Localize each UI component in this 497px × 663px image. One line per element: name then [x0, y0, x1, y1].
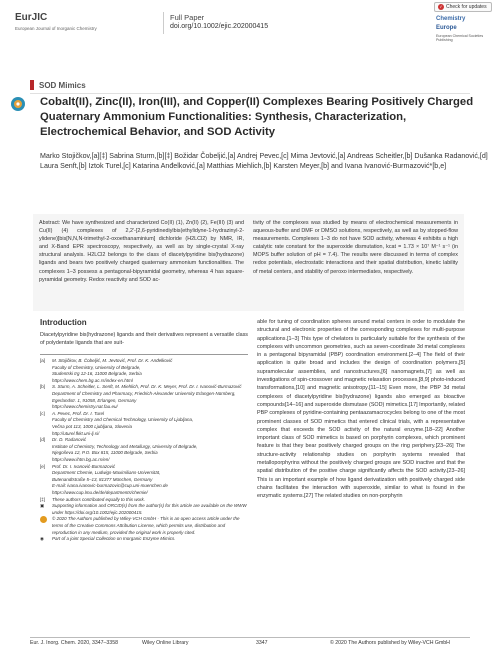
check-updates-label: Check for updates — [446, 4, 487, 10]
publisher-name: Europe — [436, 25, 457, 31]
introduction-heading: Introduction — [40, 318, 87, 327]
affiliation-item — [40, 497, 248, 504]
article-title: Cobalt(II), Zinc(II), Iron(III), and Copper(II) Complexes Bearing Positively Charged Quaternary Ammonium Functionalities: Synthesis, Characterization, Electrochemical Behavior, and SOD Activity — [40, 96, 474, 138]
affiliation-text: S. Sturm, A. Scheitler, L. Senft, M. Miehlich, Prof. Dr. K. Meyer, Prof. Dr. I. Ivanović-Burmazović Department of Chemistry and Pharmacy, Friedrich-Alexander University Erlangen-Nürnberg, Egerlandstr. 1, 91058, Erlangen, Germany https://www.chemistry.nat.fau.eu/ — [52, 384, 242, 410]
affiliations-list — [40, 358, 248, 543]
affiliation-tag: [d] — [40, 437, 46, 443]
footer-publisher[interactable]: Wiley Online Library — [142, 640, 189, 646]
affiliation-tag: [‡] — [40, 496, 46, 502]
affiliation-text: Prof. Dr. I. Ivanović-Burmazović Department Chemie, Ludwigs-Maximilians-Universität, Butenandtstraße 5–13, 81377 München, Germany E-mail: ivana.ivanovic-burmazovic@cup.uni-muenchen.de https://www.cup.lmu.de/de/departments/chemie/ — [52, 463, 168, 495]
doi-link[interactable]: doi.org/10.1002/ejic.202000415 — [170, 23, 269, 30]
collection-icon: ◉ — [40, 536, 44, 542]
publisher-logo — [434, 16, 494, 46]
affiliation-item — [40, 411, 248, 437]
journal-fullname: European Journal of Inorganic Chemistry — [15, 26, 97, 31]
section-accent-bar — [30, 80, 34, 90]
affiliation-text: A. Pevec, Prof. Dr. I. Turel Faculty of Chemistry and Chemical Technology, University of Ljubljana, Večna pot 113, 1000 Ljubljana, Slovenia http://uturel.fkkt.uni-lj.si/ — [52, 410, 194, 436]
check-updates-icon: ✓ — [439, 4, 443, 9]
affiliation-tag: [e] — [40, 463, 46, 469]
footer-copyright: © 2020 The Authors published by Wiley-VCH GmbH — [330, 640, 450, 646]
special-collection-icon — [10, 96, 26, 112]
affiliation-text: M. Stojičkov, B. Čobeljić, M. Jevtović, Prof. Dr. K. Anđelković Faculty of Chemistry, University of Belgrade, Studentski trg 12-16, 11000 Belgrade, Serbia https://www.chem.bg.ac.rs/index-en.html — [52, 358, 173, 383]
affiliation-tag: [a] — [40, 358, 46, 364]
affiliation-item — [40, 358, 248, 384]
affiliation-tag: [b] — [40, 384, 46, 390]
right-column — [257, 318, 465, 501]
affiliation-item — [40, 437, 248, 463]
publisher-mark: Chemistry — [436, 16, 466, 22]
special-collection-note — [40, 536, 248, 543]
special-collection-text[interactable]: Part of a joint Special Collection on Inorganic Enzyme Mimics. — [52, 536, 176, 542]
journal-name: EurJIC — [15, 12, 48, 23]
header-divider — [163, 12, 164, 34]
supporting-info-note — [40, 503, 248, 516]
open-access-icon — [40, 516, 49, 536]
affiliation-item — [40, 464, 248, 497]
affiliation-tag: [c] — [40, 410, 45, 416]
abstract-left-column: Abstract: We have synthesized and characterized Co(II) (1), Zn(II) (2), Fe(III) (3) and Cu(II) (4) complexes of 2,2′-[2,6-pyridinediylbis(ethylidyne-1-hydrazinyl-2-ylidene)]bis[N,N,N-trimethyl-2-oxoethanaminium] dichloride (H2LCl2) by NMR, IR, and X-Band EPR spectroscopy, respectively, as well as by single-crystal X-ray structural analysis. H2LCl2 belongs to the class of diacetylpyridine bis(hydrazone) ligands and bears two positively charged quaternary ammonium functionalities. The complexes 1–3 possess a pentagonal-bipyramidal geometry, whereas 4 has square-pyramidal geometry. Redox reactivity and SOD ac- — [39, 220, 244, 283]
author-list: Marko Stojičkov,[a][‡] Sabrina Sturm,[b][‡] Božidar Čobeljić,[a] Andrej Pevec,[c] Mima Jevtović,[a] Andreas Scheitler,[b] Dušanka Radanović,[d] Laura Senft,[b] Iztok Turel,[c] Katarina Anđelković,[a] Matthias Miehlich,[b] Karsten Meyer,[b] and Ivana Ivanović-Burmazović*[b,e] — [40, 152, 488, 171]
footer-divider — [30, 637, 470, 638]
body-paragraph: able for tuning of coordination spheres around metal centers in order to modulate the structural and electronic properties of the corresponding complexes for multi-purpose applications.[1–3] This type of chelators is particularly suitable for the synthesis of the complexes with uncommon geometries, such as seven-coordinate 3d metal complexes in a pentagonal bipyramidal (PBP) coordination environment.[2–4] The field of their application is quite broad and includes the design of coordination polymers,[5] supramolecular assemblies, and nanostructures,[6] nanomagnets,[7] as well as investigations of spin-crossover and magnetic relaxation processes,[8,9] photo-induced transformations,[10] and magnetic anisotropy.[11–15] Even more, the PBP 3d metal complexes of diacetylpyridine bis(hydrazone) ligands also emerged as bioactive compounds[14–16] and superoxide dismutase (SOD) mimetics.[17] Importantly, related PBP complexes of pyridine-containing pentaazamacrocycles belong to one of the most prominent classes of SOD mimetics that entered clinical trials, with a representative complex that exceeds the SOD activity of the natural enzyme.[18–22] Another important class of SOD mimetics is based on porphyrin complexes, which prominent feature is that they bear positively charged groups on the ring periphery.[23–26] The structure-activity relationship studies on porphyrin systems revealed that metalloporphyrins without the positively charged groups are SOD inactive and that the spatial distribution of the positive charge significantly affects the SOD activity.[23–26] This is an important example of how ligand derivatization with positively charged side chains facilitates the interaction with superoxide, similar to what is found in the enzymatic systems.[27] The related studies on non-porphyrin — [257, 319, 465, 500]
open-access-note — [40, 516, 248, 536]
abstract-right-column: tivity of the complexes was studied by means of electrochemical measurements in aqueous-buffer and DMF or DMSO solutions, respectively, as well as by stopped-flow measurements. Complexes 1–3 do not have SOD activity, whereas 4 exhibits a high catalytic rate constant for the superoxide dismutation, kcat = 1.73 × 10⁷ M⁻¹ s⁻¹ (in MOPS buffer solution of pH = 7.4). The results were discussed in terms of complex redox potentials, electrostatic interactions and their spatial distribution, kinetic lability of metal centers, and stability of peroxo intermediates, respectively. — [253, 220, 458, 275]
affiliation-item — [40, 384, 248, 410]
affiliation-divider — [40, 354, 248, 355]
section-divider — [30, 93, 470, 94]
supporting-info-icon: ▣ — [40, 503, 45, 509]
introduction-paragraph: Diacetylpyridine bis(hydrazone) ligands and their derivatives represent a versatile class of polydentate ligands that are suit- — [40, 332, 248, 347]
footer-citation: Eur. J. Inorg. Chem. 2020, 3347–3358 — [30, 640, 118, 646]
left-column — [40, 318, 248, 543]
check-for-updates-button[interactable] — [434, 2, 492, 12]
article-type: Full Paper — [170, 13, 205, 22]
affiliation-text: Dr. D. Radanović Institute of Chemistry, Technology and Metallurgy, University of Belgrade, Njegoševa 12, P.O. Box 815, 11000 Belgrade, Serbia https://www.ihtm.bg.ac.rs/en/ — [52, 437, 198, 462]
page-number: 3347 — [256, 640, 268, 646]
supporting-info-text[interactable]: Supporting information and ORCID(s) from the author(s) for this article are available on the WWW under https://doi.org/10.1002/ejic.202000415. — [52, 503, 247, 515]
affiliation-text: These authors contributed equally to this work. — [52, 496, 146, 502]
page-header — [0, 0, 497, 58]
section-label: SOD Mimics — [39, 81, 86, 90]
publisher-subtitle: European Chemical Societies Publishing — [436, 34, 484, 43]
open-access-text: © 2020 The Authors published by Wiley-VCH GmbH · This is an open access article under the terms of the Creative Commons Attribution License, which permits use, distribution and reproduction in any medium, provided the original work is properly cited. — [52, 516, 240, 535]
abstract-box — [33, 214, 464, 311]
